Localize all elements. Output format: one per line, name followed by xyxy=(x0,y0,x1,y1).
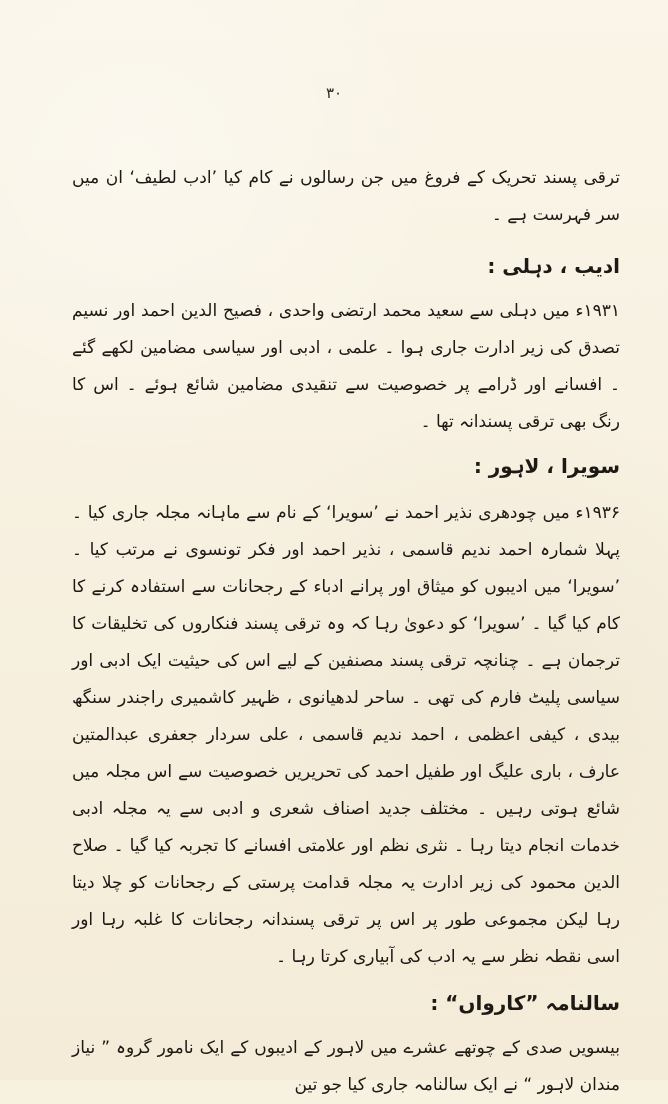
section-heading-adeeb-delhi: ادیب ، دہلی : xyxy=(487,254,620,278)
section-heading-savera-lahore: سویرا ، لاہور : xyxy=(473,454,620,478)
section-body-karwan-annual: بیسویں صدی کے چوتھے عشرے میں لاہور کے ادیبوں کے ایک نامور گروہ ” نیاز مندان لاہور “ نے ایک سالنامہ جاری کیا جو تین xyxy=(72,1038,620,1095)
section-gap xyxy=(72,976,620,986)
section-gap xyxy=(72,441,620,449)
section-gap xyxy=(72,234,620,249)
section-body-savera-lahore: ۱۹۳۶ء میں چودھری نذیر احمد نے ’سویرا‘ کے نام سے ماہانہ مجلہ جاری کیا ۔ پہلا شمارہ احمد ندیم قاسمی ، نذیر احمد اور فکر تونسوی نے مرتب کیا ۔ ’سویرا‘ میں ادیبوں کو میثاق اور پرانے ادباء کے رجحانات سے استفادہ کرنے کا کام کیا گیا ۔ ’سویرا‘ کو دعویٰ رہا کہ وہ ترقی پسند فنکاروں کی تخلیقات کا ترجمان ہے ۔ چنانچہ ترقی پسند مصنفین کے لیے اس کی حیثیت ایک ادبی اور سیاسی پلیٹ فارم کی تھی ۔ ساحر لدھیانوی ، ظہیر کاشمیری راجندر سنگھ بیدی ، کیفی اعظمی ، احمد ندیم قاسمی ، علی سردار جعفری عبدالمتین عارف ، باری علیگ اور طفیل احمد کی تحریریں خصوصیت سے اس مجلہ میں شائع ہوتی رہیں ۔ مختلف جدید اصناف شعری و ادبی سے یہ مجلہ ادبی خدمات انجام دیتا رہا ۔ نثری نظم اور علامتی افسانے کا تجربہ کیا گیا ۔ صلاح الدین محمود کی زیر ادارت یہ مجلہ قدامت پرستی کے رجحانات کو چلا دیتا رہا لیکن مجموعی طور پر اس پر ترقی پسندانہ رجحانات کا غلبہ رہا اور اسی نقطہ نظر سے یہ ادب کی آبیاری کرتا رہا ۔ xyxy=(72,503,620,967)
intro-paragraph: ترقی پسند تحریک کے فروغ میں جن رسالوں نے کام کیا ’ادب لطیف‘ ان میں سر فہرست ہے ۔ xyxy=(72,168,620,225)
section-heading-karwan-annual: سالنامہ ”کارواں“ : xyxy=(430,991,620,1015)
section-body-adeeb-delhi: ۱۹۳۱ء میں دہلی سے سعید محمد ارتضی واحدی ، فصیح الدین احمد اور نسیم تصدق کی زیر ادارت جاری ہوا ۔ علمی ، ادبی اور سیاسی مضامین لکھے گئے ۔ افسانے اور ڈرامے پر خصوصیت سے تنقیدی مضامین شائع ہوئے ۔ اس کا رنگ بھی ترقی پسندانہ تھا ۔ xyxy=(72,301,620,432)
page-number: ۳۰ xyxy=(325,84,343,102)
page-content xyxy=(72,150,620,1104)
